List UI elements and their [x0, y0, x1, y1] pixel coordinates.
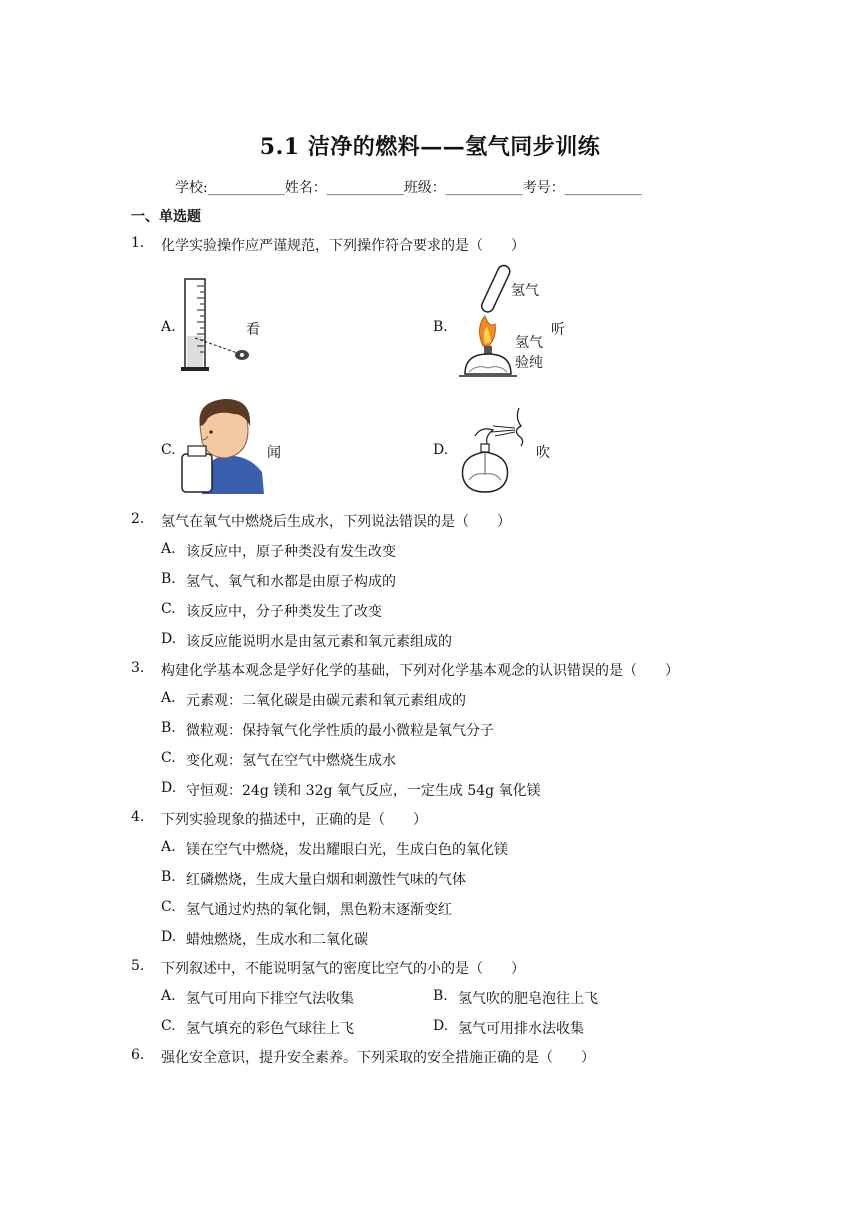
option-letter: C.: [161, 1018, 176, 1034]
question-number: 5.: [131, 958, 145, 974]
graduated-cylinder-image: [180, 276, 254, 374]
option-letter: B.: [161, 869, 176, 885]
image-label: 验纯: [515, 355, 543, 371]
option-letter: C.: [161, 442, 176, 458]
option-text: 氢气可用排水法收集: [458, 1021, 584, 1037]
option-text: 该反应中，原子种类没有发生改变: [186, 544, 396, 560]
option-text: 氢气吹的肥皂泡往上飞: [458, 991, 598, 1007]
question-stem: 化学实验操作应严谨规范，下列操作符合要求的是（ ）: [161, 238, 525, 254]
option-letter: B.: [161, 720, 176, 736]
question-number: 3.: [131, 660, 145, 676]
option-letter: C.: [161, 750, 176, 766]
section-heading: 一、单选题: [131, 209, 201, 225]
smelling-person-image: [178, 396, 266, 494]
student-info-line: 学校:___________姓名：___________班级：___________考号：___________: [175, 180, 642, 196]
option-letter: A.: [161, 690, 176, 706]
image-label: 氢气: [515, 335, 543, 351]
image-label: 氢气: [511, 283, 539, 299]
option-letter: C.: [161, 601, 176, 617]
option-text: 变化观：氢气在空气中燃烧生成水: [186, 753, 396, 769]
option-text: 该反应能说明水是由氢元素和氧元素组成的: [186, 634, 452, 650]
question-number: 2.: [131, 511, 145, 527]
hydrogen-purity-test-image: [455, 264, 555, 388]
option-text: 守恒观：24g 镁和 32g 氧气反应，一定生成 54g 氧化镁: [186, 783, 541, 799]
option-text: 该反应中，分子种类发生了改变: [186, 604, 382, 620]
option-letter: D.: [433, 442, 449, 458]
option-letter: A.: [161, 988, 176, 1004]
option-caption: 看: [246, 322, 260, 338]
question-stem: 下列实验现象的描述中，正确的是（ ）: [161, 812, 427, 828]
question-stem: 氢气在氧气中燃烧后生成水，下列说法错误的是（ ）: [161, 514, 511, 530]
option-letter: D.: [433, 1018, 449, 1034]
option-caption: 听: [551, 322, 565, 338]
option-text: 氢气可用向下排空气法收集: [186, 991, 354, 1007]
option-text: 氢气填充的彩色气球往上飞: [186, 1021, 354, 1037]
option-letter: A.: [161, 319, 176, 335]
page-title: 5.1 洁净的燃料——氢气同步训练: [259, 134, 601, 160]
question-number: 6.: [131, 1047, 145, 1063]
option-caption: 闻: [267, 445, 281, 461]
question-stem: 下列叙述中，不能说明氢气的密度比空气的小的是（ ）: [161, 961, 525, 977]
option-letter: D.: [161, 780, 177, 796]
option-text: 氢气通过灼热的氧化铜，黑色粉末逐渐变红: [186, 902, 452, 918]
option-letter: A.: [161, 839, 176, 855]
question-stem: 强化安全意识，提升安全素养。下列采取的安全措施正确的是（ ）: [161, 1050, 595, 1066]
option-letter: A.: [161, 541, 176, 557]
option-text: 氢气、氧气和水都是由原子构成的: [186, 574, 396, 590]
option-letter: B.: [161, 571, 176, 587]
option-letter: C.: [161, 899, 176, 915]
option-text: 镁在空气中燃烧，发出耀眼白光，生成白色的氧化镁: [186, 842, 508, 858]
question-stem: 构建化学基本观念是学好化学的基础，下列对化学基本观念的认识错误的是（ ）: [161, 663, 679, 679]
option-text: 微粒观：保持氧气化学性质的最小微粒是氧气分子: [186, 723, 494, 739]
option-letter: B.: [433, 988, 448, 1004]
option-text: 蜡烛燃烧，生成水和二氧化碳: [186, 932, 368, 948]
question-number: 1.: [131, 235, 145, 251]
question-number: 4.: [131, 809, 145, 825]
option-text: 元素观：二氧化碳是由碳元素和氧元素组成的: [186, 693, 466, 709]
option-caption: 吹: [536, 445, 550, 461]
option-letter: D.: [161, 929, 177, 945]
blowing-alcohol-lamp-image: [455, 400, 547, 496]
option-letter: B.: [433, 319, 448, 335]
option-letter: D.: [161, 631, 177, 647]
option-text: 红磷燃烧，生成大量白烟和刺激性气味的气体: [186, 872, 466, 888]
